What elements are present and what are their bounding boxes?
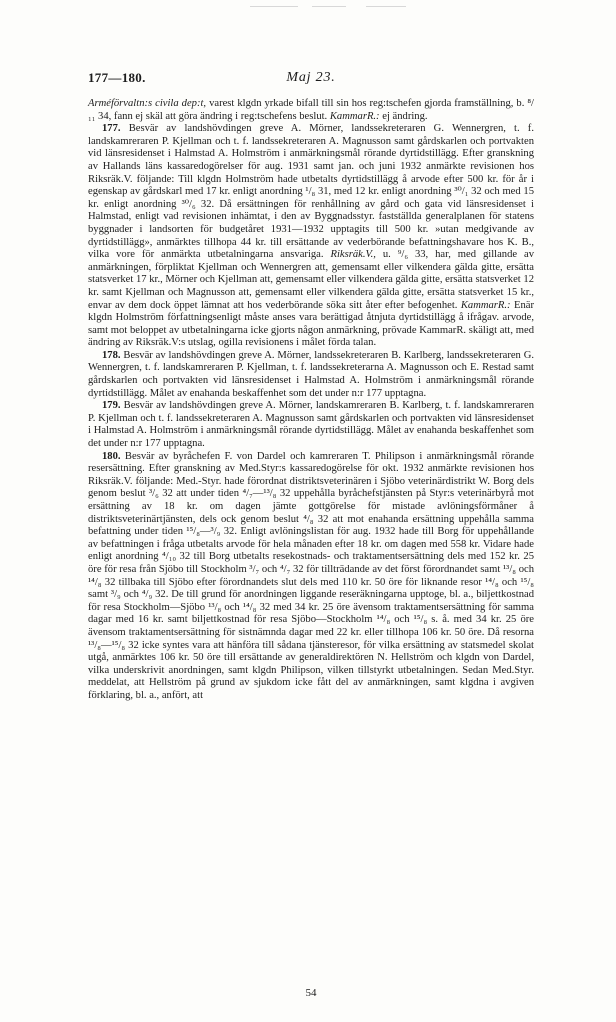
scan-edge-line [366, 6, 406, 7]
paragraph-case-180: 180. Besvär av byråchefen F. von Dardel och kamreraren T. Philipson i anmärkningsmål rörande resersättning. Efter granskning av Med.Styr:s kassaredogörelse för okt. 1932 anmärkte revisionen hos Riksräk.V. följande: Med.-Styr. hade förordnat distriktsveterinären i Sjöbo veterinärdistrikt W. Borg dels genom beslut ³/₆ 32 att under tiden ⁴/₇—¹³/₈ 32 uppehålla byråchefstjänsten på Styr:s veterinärbyrå mot ersättning av 18 kr. om dagen jämte gottgörelse för mistade avlöningsförmåner å distriktsveterinärtjänsten, dels ock genom beslut ⁴/₈ 32 att mot enahanda ersättning uppehålla samma befattning under tiden ¹⁵/₈—³/₉ 32. Enligt avlöningslistan för aug. 1932 hade till Borg för uppehållande av befattningen i fråga utbetalts arvode för hela månaden efter 18 kr. om dagen med 558 kr. Vidare hade enligt anordning ⁴/₁₀ 32 till Borg utbetalts resekostnads- och traktamentsersättning dels med 152 kr. 25 öre för resa från Sjöbo till Stockholm ³/₇ och ⁴/₇ 32 för tillträdande av det först förordnandet samt ¹³/₈ och ¹⁴/₈ 32 tillbaka till Sjöbo efter förordnandets slut dels med 110 kr. 50 öre för liknande resor ¹⁴/₈ och ¹⁵/₈ samt ³/₉ och ⁴/₉ 32. De till grund för anordningen liggande reseräkningarna upptoge, bl. a., biljettkostnad för resa Stockholm—Sjöbo ¹³/₈ och ¹⁴/₈ 32 med 34 kr. 25 öre ävensom traktamentsersättning för samma dagar med 16 kr. samt biljettkostnad för resa Sjöbo—Stockholm ¹⁴/₈ och ¹⁵/₈ s. å. med 34 kr. 25 öre ävensom traktamentsersättning för sistnämnda dagar med 22 kr. eller tillhopa 106 kr. 50 öre. Då resorna ¹³/₈—¹⁵/₈ 32 icke syntes vara att hänföra till sådana tjänsteresor, för vilka ersättning av statsmedel skolat utgå, anmärktes 106 kr. 50 öre till ersättande av generaldirektören N. Hellström och klgdn von Dardel, vilka underskrivit anordningen, samt klgdn Philipson, vilken tillstyrkt utbetalningen. Sedan Med.Styr. meddelat, att Hellström på grund av sjukdom icke fått del av anmärkningen, samt klgdna i avgiven förklaring, bl. a., anfört, att [88, 450, 534, 701]
case-number: 178. [102, 349, 121, 361]
case-number: 179. [102, 400, 121, 412]
page-number: 54 [305, 987, 317, 999]
page-body [88, 98, 534, 703]
paragraph-continuation: Arméförvaltn:s civila dep:t, varest klgdn yrkade bifall till sin hos reg:tschefen gjorda framställning, b. ⁸/₁₁ 34, fann ej skäl att göra ändring i reg:tschefens beslut. KammarR.: ej ändring. [88, 98, 534, 122]
paragraph-case-177: 177. Besvär av landshövdingen greve A. Mörner, landssekreteraren G. Wennergren, t. f. landskamreraren P. Kjellman och t. f. landssekreteraren A. Magnusson samt gårdskarlen och portvakten vid länsresidenset i Halmstad A. Holmström i anmärkningsmål rörande dyrtidstillägg. Efter granskning av Hallands läns kassaredogörelser för aug. 1931 samt jan. och juni 1932 anmärkte revisionen hos Riksräk.V. följande: Till klgdn Holmström hade utbetalts dyrtidstillägg å arvode efter 500 kr. för år i egenskap av gårdskarl med 17 kr. enligt anordning ¹/₈ 31, med 12 kr. enligt anordning ³⁰/₁ 32 och med 15 kr. enligt anordning ³⁰/₆ 32. Då ersättningen för renhållning av gård och gata vid länsresidenset i Halmstad, enligt vad revisionen inhämtat, i den av Byggnadsstyr. fastställda generalplanen för statens byggnader i landsorten för budgetåret 1931—1932 upptagits till 500 kr. »utan medgivande av dyrtidstillägg», anmärktes tillhopa 44 kr. till ersättande av vederbörande befattningshavare hos K. B., vilka vore för anmärkta utbetalningarna ansvariga. Riksräk.V., u. ⁹/₆ 33, har, med gillande av anmärkningen, förpliktat Kjellman och Wennergren att, gemensamt eller vilkendera gälda gitte, ersätta statsverket 17 kr., Mörner och Kjellman att, gemensamt eller vilkendera gälda gitte, ersätta statsverket 12 kr. samt Kjellman och Magnusson att, gemensamt eller vilkendera gälda gitte, ersätta statsverket 15 kr., envar av dem dock öppet lämnat att hos vederbörande söka sitt åter efter befogenhet. KammarR.: Enär klgdn Holmström författningsenligt måste anses vara berättigad åtnjuta dyrtidstillägg å ifrågav. arvode, samt mot beloppet av utbetalningarna icke gjorts någon anmärkning, prövade KammarR. skäligt att, med ändring av Riksräk.V:s utslag, ogilla revisionens i målet förda talan. [88, 123, 535, 349]
page-range: 177—180. [88, 70, 146, 85]
scan-edge-line [250, 6, 298, 7]
page-header [88, 70, 534, 88]
case-number: 177. [102, 123, 121, 135]
case-number: 180. [102, 450, 121, 462]
paragraph-case-179: 179. Besvär av landshövdingen greve A. Mörner, landskamreraren B. Karlberg, t. f. landskamreraren P. Kjellman och t. f. landssekreteraren A. Magnusson samt gårdskarlen och portvakten vid länsresidenset i Halmstad A. Holmström i anmärkningsmål rörande dyrtidstillägg. Målet av enahanda beskaffenhet som det under n:r 177 upptagna. [88, 400, 534, 450]
paragraph-case-178: 178. Besvär av landshövdingen greve A. Mörner, landssekreteraren B. Karlberg, landssekreteraren G. Wennergren, t. f. landskamreraren P. Kjellman, t. f. landssekreterarna A. Magnusson och E. Restad samt gårdskarlen och portvakten vid länsresidenset i Halmstad A. Holmström i anmärkningsmål rörande dyrtidstillägg. Målet av enahanda beskaffenhet som det under n:r 177 upptagna. [88, 349, 534, 399]
page-date: Maj 23. [286, 70, 336, 85]
scan-edge-line [312, 6, 346, 7]
